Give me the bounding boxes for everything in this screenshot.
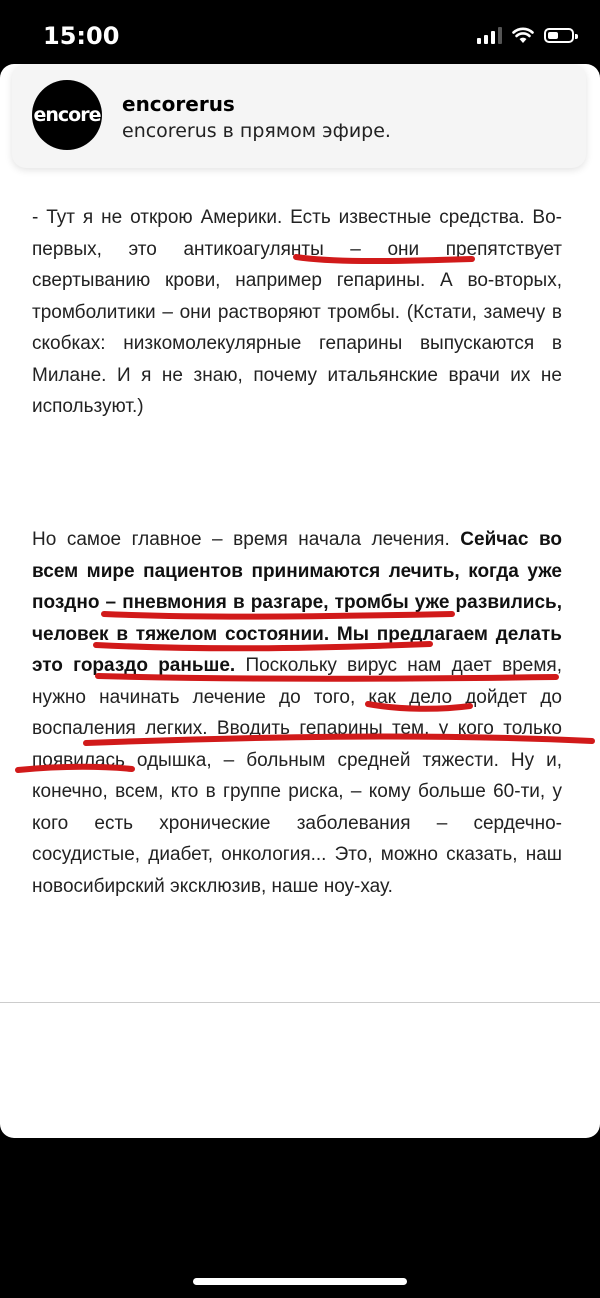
live-notification-banner[interactable]	[12, 64, 586, 168]
content-sheet	[0, 64, 600, 1138]
paragraph-2-bold: Сейчас во всем мире пациентов принимаются лечить, когда уже поздно – пневмония в разгаре, тромбы уже развились, человек в тяжелом состоянии. Мы предлагаем делать это гораздо раньше.	[32, 529, 562, 676]
article-paragraph-2	[32, 524, 562, 902]
paragraph-2-rest: Поскольку вирус нам дает время, нужно начинать лечение до того, как дело дойдет до воспаления легких. Вводить гепарины тем, у кого только появилась одышка, – больным средней тяжести. Ну и, конечно, всем, кто в группе риска, – кому больше 60-ти, у кого есть хронические заболевания – сердечно-сосудистые, диабет, онкология... Это, можно сказать, наш новосибирский эксклюзив, наше ноу-хау.	[32, 655, 562, 897]
battery-icon	[544, 28, 574, 43]
status-icons	[477, 26, 574, 44]
paragraph-2-intro: Но самое главное – время начала лечения.	[32, 529, 461, 550]
wifi-icon	[512, 27, 534, 44]
avatar: encore	[32, 80, 102, 150]
cellular-signal-icon	[477, 26, 502, 44]
status-time: 15:00	[43, 22, 120, 50]
status-bar	[0, 0, 600, 64]
notification-subtitle: encorerus в прямом эфире.	[122, 120, 391, 142]
divider	[0, 1002, 600, 1003]
notification-title: encorerus	[122, 92, 235, 116]
home-indicator[interactable]	[193, 1278, 407, 1285]
article-paragraph-1: - Тут я не открою Америки. Есть известные средства. Во-первых, это антикоагулянты – они препятствует свертыванию крови, например гепарины. А во-вторых, тромболитики – они растворяют тромбы. (Кстати, замечу в скобках: низкомолекулярные гепарины выпускаются в Милане. И я не знаю, почему итальянские врачи их не используют.)	[32, 207, 562, 417]
